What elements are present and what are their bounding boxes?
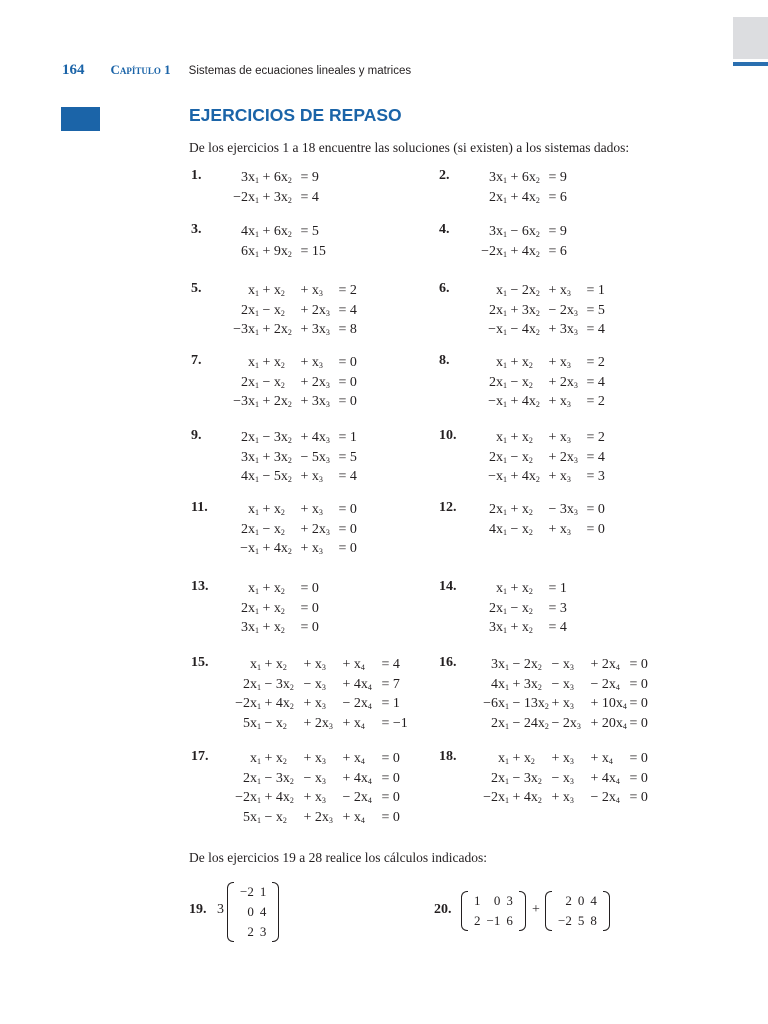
matrix-20-b	[551, 891, 604, 935]
matrix-entry: −2	[558, 913, 572, 928]
exercise-20	[434, 893, 634, 1002]
matrix-entry: 1	[474, 893, 481, 908]
exercise-number: 6.	[439, 281, 450, 296]
matrix-19	[233, 882, 273, 946]
equation: $4x_1 - x_2 + x_3 = 0$	[489, 521, 605, 537]
exercise-number: 8.	[439, 353, 450, 368]
equation: $x_1 + x_2 = 1$	[496, 581, 567, 596]
equation-system	[223, 353, 357, 412]
matrix-entry: 3	[259, 924, 267, 939]
equation: $3x_1 + 3x_2 - 5x_3 = 5$	[241, 449, 357, 465]
equation: $4x_1 - 5x_2 + x_3 = 4$	[241, 469, 357, 485]
matrix-entry: 4	[259, 904, 267, 919]
equation-system	[471, 579, 567, 638]
equation: $3x_1 - 2x_2 - x_3 + 2x_4 = 0$	[491, 657, 648, 672]
exercise-17	[191, 749, 431, 849]
matrix-row	[555, 911, 600, 931]
equation-system	[471, 168, 567, 207]
equation-system	[471, 655, 648, 733]
equation: $x_1 + x_2 + x_3 + x_4 = 4$	[250, 657, 400, 672]
exercise-number: 3.	[191, 222, 202, 237]
equation: $2x_1 - 3x_2 - x_3 + 4x_4 = 0$	[243, 770, 400, 786]
matrix-entry: 5	[577, 913, 585, 928]
equation: $5x_1 - x_2 + 2x_3 + x_4 = -1$	[243, 715, 408, 731]
equation: $3x_1 + x_2 = 0$	[241, 620, 319, 636]
equation: $-2x_1 + 4x_2 + x_3 - 2x_4 = 0$	[483, 790, 648, 806]
exercise-number: 13.	[191, 579, 209, 594]
left-parenthesis	[461, 891, 468, 931]
right-parenthesis	[272, 882, 279, 942]
equation: $-6x_1 - 13x_2 + x_3 + 10x_4 = 0$	[483, 696, 648, 712]
exercise-19	[189, 884, 389, 1002]
matrix-entry: 0	[577, 893, 585, 908]
exercise-number: 16.	[439, 655, 457, 670]
equation: $x_1 - 2x_2 + x_3 = 1$	[496, 283, 605, 298]
equation: $2x_1 - x_2 + 2x_3 = 4$	[489, 374, 605, 390]
equation: $2x_1 - x_2 + 2x_3 = 0$	[241, 521, 357, 537]
exercise-number: 11.	[191, 500, 208, 515]
equation-system	[471, 500, 605, 539]
matrix-entry: 2	[247, 924, 254, 939]
exercise-number: 18.	[439, 749, 457, 764]
equation: $x_1 + x_2 + x_3 = 2$	[496, 355, 605, 370]
equation: $-x_1 - 4x_2 + 3x_3 = 4$	[488, 322, 605, 338]
exercise-number: 5.	[191, 281, 202, 296]
matrix-entry: 6	[506, 913, 513, 928]
exercise-number: 19.	[189, 902, 207, 917]
matrix-entry: 0	[493, 893, 501, 908]
equation: $3x_1 - 6x_2 = 9$	[489, 224, 567, 239]
equation: $x_1 + x_2 = 0$	[248, 581, 319, 596]
equation-system	[223, 500, 357, 559]
matrix-entry: 8	[590, 913, 597, 928]
equation-system	[471, 281, 605, 340]
intro-text-2: De los ejercicios 19 a 28 realice los cálculos indicados:	[189, 850, 488, 865]
equation-system	[471, 749, 648, 808]
book-title: Sistemas de ecuaciones lineales y matrices	[188, 65, 412, 77]
exercise-number: 9.	[191, 428, 202, 443]
equation: $2x_1 + 3x_2 - 2x_3 = 5$	[489, 302, 605, 318]
equation: $2x_1 - 3x_2 + 4x_3 = 1$	[241, 430, 357, 445]
exercise-number: 7.	[191, 353, 202, 368]
equation: $2x_1 + x_2 - 3x_3 = 0$	[489, 502, 605, 517]
matrix-entry: 3	[506, 893, 513, 908]
equation: $2x_1 + 4x_2 = 6$	[489, 189, 567, 205]
operator: +	[532, 902, 540, 917]
equation: $x_1 + x_2 + x_3 = 0$	[248, 355, 357, 370]
equation: $2x_1 - x_2 = 3$	[489, 600, 567, 616]
exercise-number: 10.	[439, 428, 457, 443]
matrix-row	[555, 891, 600, 911]
equation-system	[223, 168, 319, 207]
chapter-label: Capítulo 1	[110, 62, 171, 77]
exercise-18	[439, 749, 679, 849]
equation-system	[223, 655, 408, 733]
equation: $2x_1 - 3x_2 - x_3 + 4x_4 = 7$	[243, 676, 400, 692]
left-parenthesis	[545, 891, 552, 931]
equation: $-2x_1 + 4x_2 + x_3 - 2x_4 = 1$	[235, 696, 400, 712]
exercise-number: 1.	[191, 168, 202, 183]
matrix-row	[471, 891, 516, 911]
exercise-number: 2.	[439, 168, 450, 183]
equation: $-2x_1 + 4x_2 = 6$	[481, 243, 567, 259]
matrix-row	[237, 902, 269, 922]
equation: $3x_1 + 6x_2 = 9$	[241, 170, 319, 185]
equation: $6x_1 + 9x_2 = 15$	[241, 243, 326, 259]
matrix-entry: 4	[590, 893, 597, 908]
intro-text-1: De los ejercicios 1 a 18 encuentre las soluciones (si existen) a los sistemas dados:	[189, 140, 630, 155]
section-marker-block	[61, 107, 100, 131]
equation: $2x_1 + x_2 = 0$	[241, 600, 319, 616]
matrix-entry: 0	[247, 904, 254, 919]
equation: $3x_1 + x_2 = 4$	[489, 620, 567, 636]
exercise-number: 15.	[191, 655, 209, 670]
equation: $-3x_1 + 2x_2 + 3x_3 = 8$	[233, 322, 357, 338]
running-head	[62, 62, 411, 82]
equation: $3x_1 + 6x_2 = 9$	[489, 170, 567, 185]
exercise-number: 4.	[439, 222, 450, 237]
matrix-entry: 2	[474, 913, 481, 928]
equation: $2x_1 - x_2 + 2x_3 = 4$	[241, 302, 357, 318]
exercise-number: 20.	[434, 902, 452, 917]
equation: $x_1 + x_2 + x_3 = 2$	[248, 283, 357, 298]
equation: $2x_1 - 3x_2 - x_3 + 4x_4 = 0$	[491, 770, 648, 786]
equation: $2x_1 - 24x_2 - 2x_3 + 20x_4 = 0$	[491, 715, 648, 731]
equation: $x_1 + x_2 + x_3 = 2$	[496, 430, 605, 445]
equation: $-x_1 + 4x_2 + x_3 = 0$	[240, 541, 357, 557]
equation-system	[223, 579, 319, 638]
page-edge-tab	[733, 17, 768, 59]
matrix-entry: −1	[486, 913, 501, 928]
equation: $-x_1 + 4x_2 + x_3 = 2$	[488, 394, 605, 410]
equation-system	[223, 281, 357, 340]
equation-system	[471, 428, 605, 487]
scalar: 3	[217, 902, 224, 917]
equation: $x_1 + x_2 + x_3 = 0$	[248, 502, 357, 517]
equation: $4x_1 + 6x_2 = 5$	[241, 224, 319, 239]
matrix-row	[237, 922, 269, 942]
page-number: 164	[62, 62, 85, 78]
right-parenthesis	[603, 891, 610, 931]
matrix-row	[237, 882, 269, 902]
exercise-15	[191, 655, 431, 755]
left-parenthesis	[227, 882, 234, 942]
equation-system	[471, 222, 567, 261]
page-edge-rule	[733, 62, 768, 66]
equation: $x_1 + x_2 + x_3 + x_4 = 0$	[250, 751, 400, 766]
equation: $2x_1 - x_2 + 2x_3 = 4$	[489, 449, 605, 465]
equation: $-x_1 + 4x_2 + x_3 = 3$	[488, 469, 605, 485]
equation-system	[223, 428, 357, 487]
exercise-number: 14.	[439, 579, 457, 594]
equation-system	[471, 353, 605, 412]
section-title: EJERCICIOS DE REPASO	[189, 105, 402, 125]
equation-system	[223, 222, 326, 261]
equation: $2x_1 - x_2 + 2x_3 = 0$	[241, 374, 357, 390]
right-parenthesis	[519, 891, 526, 931]
matrix-entry: −2	[240, 884, 254, 899]
equation-system	[223, 749, 400, 827]
equation: $4x_1 + 3x_2 - x_3 - 2x_4 = 0$	[491, 676, 648, 692]
exercise-number: 17.	[191, 749, 209, 764]
equation: $-2x_1 + 3x_2 = 4$	[233, 189, 319, 205]
equation: $x_1 + x_2 + x_3 + x_4 = 0$	[498, 751, 648, 766]
exercise-16	[439, 655, 679, 755]
matrix-entry: 1	[259, 884, 267, 899]
matrix-row	[471, 911, 516, 931]
equation: $-2x_1 + 4x_2 + x_3 - 2x_4 = 0$	[235, 790, 400, 806]
equation: $-3x_1 + 2x_2 + 3x_3 = 0$	[233, 394, 357, 410]
equation: $5x_1 - x_2 + 2x_3 + x_4 = 0$	[243, 809, 400, 825]
exercise-number: 12.	[439, 500, 457, 515]
matrix-entry: 2	[565, 893, 572, 908]
matrix-20-a	[467, 891, 520, 935]
